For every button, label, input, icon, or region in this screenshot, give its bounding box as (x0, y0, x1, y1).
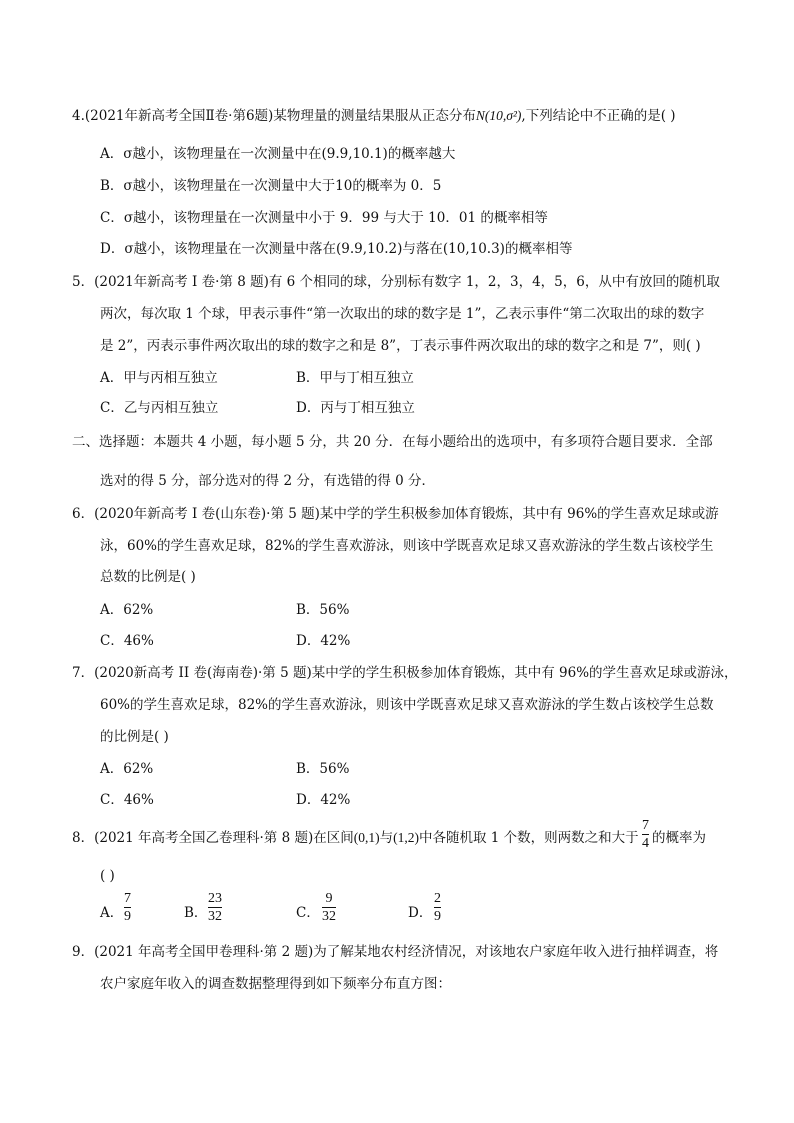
q4-stem (72, 106, 676, 126)
q7-option-a: A．62% (100, 761, 154, 777)
q8-option-d-label: D． (408, 905, 433, 921)
q8-option-b-numerator: 23 (208, 891, 222, 906)
q8-option-b-denominator: 32 (208, 909, 222, 924)
q8-option-c-label: C． (296, 905, 320, 921)
q4-option-d: D．σ越小，该物理量在一次测量中落在(9.9,10.2)与落在(10,10.3)的概率相等 (100, 241, 573, 257)
q5-option-c: C．乙与丙相互独立 (100, 400, 219, 416)
q7-stem-line-1: 7．(2020新高考 II 卷(海南卷)·第 5 题)某中学的学生积极参加体育锻炼，其中有 96%的学生喜欢足球或游泳， (72, 665, 738, 681)
fraction-bar (208, 907, 222, 908)
q4-stem-text-a: 4.(2021年新高考全国Ⅱ卷·第6题)某物理量的测量结果服从正态分布 (72, 108, 476, 124)
q9-stem-line-2: 农户家庭年收入的调查数据整理得到如下频率分布直方图： (100, 976, 451, 992)
q4-option-b: B．σ越小，该物理量在一次测量中大于10的概率为 0．5 (100, 178, 442, 194)
q8-option-d-numerator: 2 (434, 891, 441, 906)
q7-option-d: D．42% (296, 792, 351, 808)
q5-option-b: B．甲与丁相互独立 (296, 370, 414, 386)
q8-option-c-numerator: 9 (325, 891, 333, 906)
q8-stem-text-a: 8．(2021 年高考全国乙卷理科·第 8 题)在区间 (72, 830, 354, 846)
q8-interval-2: (1,2) (393, 830, 419, 845)
section2-heading-line-1: 二、选择题：本题共 4 小题，每小题 5 分，共 20 分．在每小题给出的选项中，有多项符合题目要求．全部 (72, 434, 713, 450)
q8-frac-denominator: 4 (642, 836, 649, 851)
q4-option-c: C．σ越小，该物理量在一次测量中小于 9．99 与大于 10．01 的概率相等 (100, 210, 548, 226)
q9-stem-line-1: 9．(2021 年高考全国甲卷理科·第 2 题)为了解某地农村经济情况，对该地农户家庭年收入进行抽样调查，将 (72, 944, 719, 960)
q6-stem-line-2: 泳，60%的学生喜欢足球，82%的学生喜欢游泳，则该中学既喜欢足球又喜欢游泳的学生数占该校学生 (100, 538, 714, 554)
q5-stem-line-1: 5．(2021年新高考 I 卷·第 8 题)有 6 个相同的球，分别标有数字 1，2，3，4，5，6，从中有放回的随机取 (72, 274, 720, 290)
q8-stem-text-b: 中各随机取 1 个数，则两数之和大于 (418, 830, 639, 846)
q6-option-d: D．42% (296, 633, 351, 649)
q5-stem-line-2: 两次，每次取 1 个球，甲表示事件“第一次取出的球的数字是 1”，乙表示事件“第二次取出的球的数字 (100, 306, 705, 322)
q8-option-b-fraction (208, 891, 222, 924)
q7-option-c: C．46% (100, 792, 154, 808)
q8-stem-tail: 的概率为 (652, 830, 706, 846)
q6-stem-line-3: 总数的比例是( ) (100, 569, 196, 585)
q5-option-d: D．丙与丁相互独立 (296, 400, 415, 416)
fraction-bar (434, 907, 441, 908)
q4-option-a: A．σ越小，该物理量在一次测量中在(9.9,10.1)的概率越大 (100, 146, 456, 162)
fraction-bar (322, 907, 336, 908)
q8-option-c-fraction (322, 891, 336, 924)
q8-option-a-numerator: 7 (124, 891, 131, 906)
q8-option-b-label: B． (184, 905, 208, 921)
q7-stem-line-3: 的比例是( ) (100, 729, 169, 745)
q6-stem-line-1: 6．(2020年新高考 I 卷(山东卷)·第 5 题)某中学的学生积极参加体育锻炼，其中有 96%的学生喜欢足球或游 (72, 506, 719, 522)
q8-answer-paren: ( ) (100, 868, 115, 884)
q8-interval-1: (0,1) (353, 830, 380, 845)
q8-option-a-fraction (124, 891, 131, 924)
q4-normal-distribution: N(10,σ²) (475, 108, 522, 123)
q7-option-b: B．56% (296, 761, 350, 777)
q4-stem-text-b: ,下列结论中不正确的是( ) (521, 108, 676, 124)
section2-heading-line-2: 选对的得 5 分，部分选对的得 2 分，有选错的得 0 分． (100, 473, 436, 489)
q8-option-a-denominator: 9 (124, 909, 131, 924)
fraction-bar (124, 907, 131, 908)
q7-stem-line-2: 60%的学生喜欢足球，82%的学生喜欢游泳，则该中学既喜欢足球又喜欢游泳的学生数占该校学生总数 (100, 697, 714, 713)
q8-option-d-fraction (434, 891, 441, 924)
q8-fraction-seven-fourths (642, 818, 649, 851)
q8-stem (72, 828, 639, 848)
q8-stem-text-mid: 与 (379, 830, 394, 846)
q6-option-c: C．46% (100, 633, 154, 649)
q6-option-a: A．62% (100, 602, 154, 618)
q6-option-b: B．56% (296, 602, 350, 618)
q5-option-a: A．甲与丙相互独立 (100, 370, 218, 386)
q8-option-d-denominator: 9 (434, 909, 441, 924)
fraction-bar (642, 834, 649, 835)
q8-frac-numerator: 7 (642, 818, 649, 833)
q8-option-c-denominator: 32 (322, 909, 336, 924)
q5-stem-line-3: 是 2”，丙表示事件两次取出的球的数字之和是 8”，丁表示事件两次取出的球的数字之和是 7”，则( ) (100, 338, 701, 354)
q8-option-a-label: A． (100, 905, 124, 921)
